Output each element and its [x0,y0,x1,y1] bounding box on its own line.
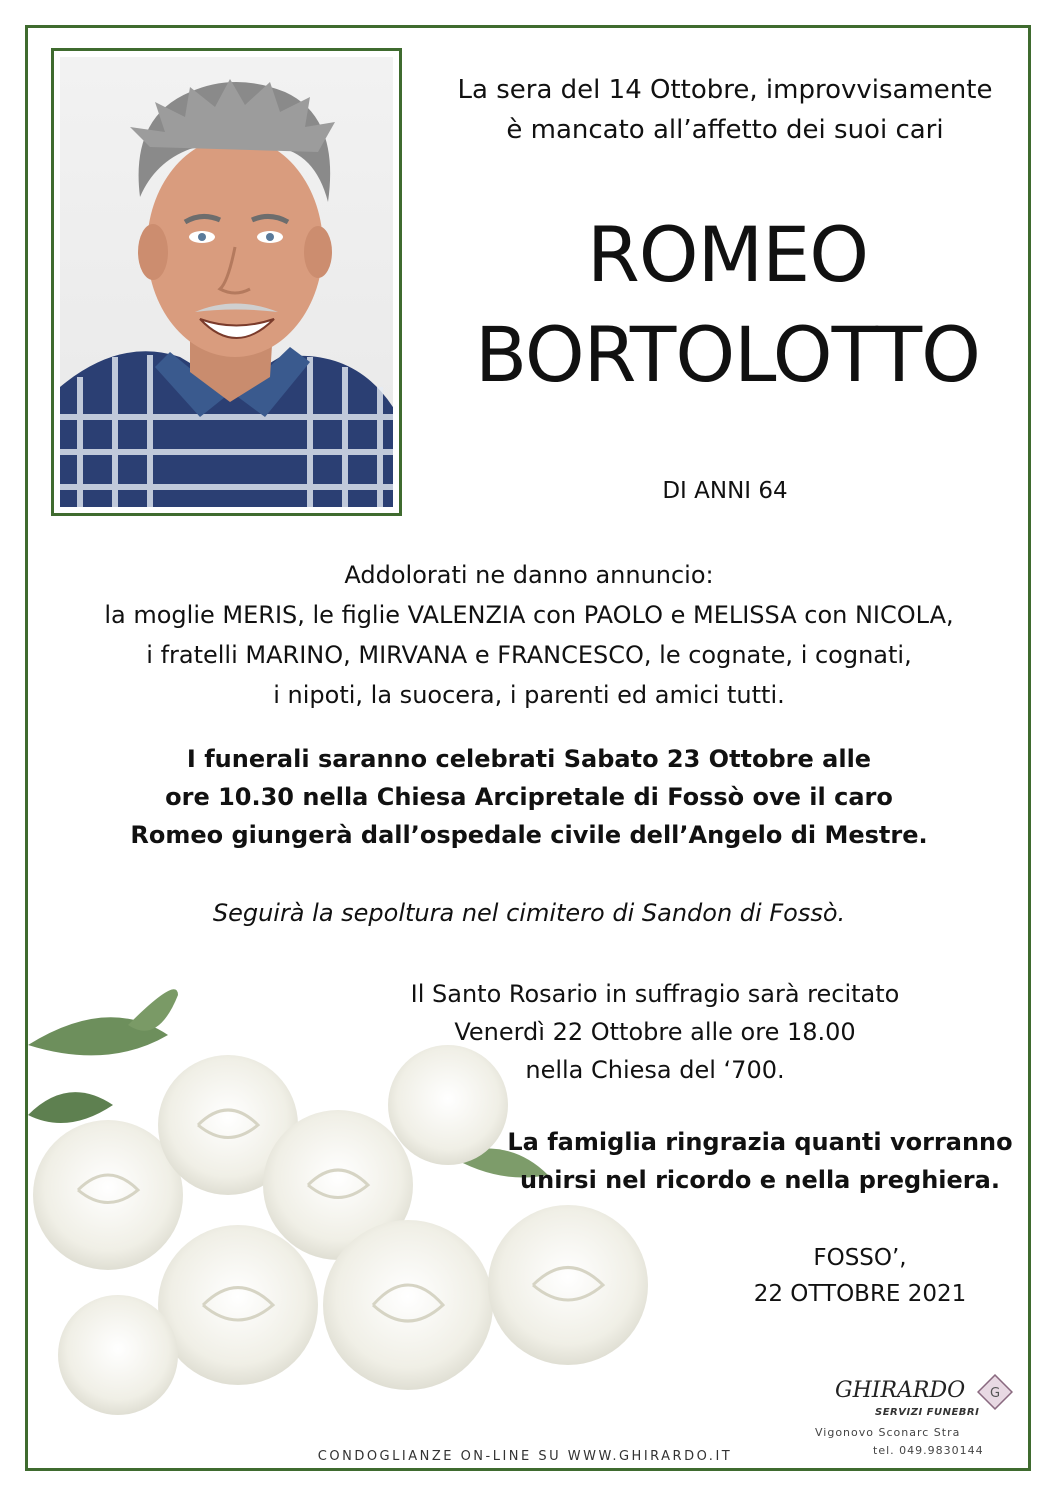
funeral-home-logo [805,1372,1030,1467]
deceased-name [440,205,1015,405]
funeral-line: ore 10.30 nella Chiesa Arcipretale di Fossò ove il caro [165,783,893,811]
announcement [40,555,1018,715]
announcement-line: Addolorati ne danno annuncio: [344,561,714,589]
place-and-date [720,1240,1000,1312]
logo-phone: tel. 049.9830144 [873,1444,984,1457]
intro-line: La sera del 14 Ottobre, improvvisamente [457,75,993,105]
last-name: BORTOLOTTO [475,310,980,399]
funeral-line: I funerali saranno celebrati Sabato 23 Ottobre alle [186,745,872,773]
funeral-info [40,740,1018,854]
rosary-info [400,975,910,1089]
logo-towns: Vigonovo Sconarc Stra [815,1426,961,1439]
announcement-line: la moglie MERIS, le figlie VALENZIA con PAOLO e MELISSA con NICOLA, [104,601,954,629]
thanks-line: La famiglia ringrazia quanti vorranno [507,1128,1013,1156]
portrait-frame [51,48,402,516]
condolences-footer: CONDOGLIANZE ON-LINE SU WWW.GHIRARDO.IT [317,1449,733,1464]
intro-text [430,70,1020,150]
logo-diamond-icon [977,1374,1013,1410]
rosary-line: Il Santo Rosario in suffragio sarà recitato [410,980,900,1008]
portrait-illustration [60,57,393,507]
age-label: DI ANNI 64 [662,478,788,504]
funeral-line: Romeo giungerà dall’ospedale civile dell’Angelo di Mestre. [130,821,928,849]
rosary-line: Venerdì 22 Ottobre alle ore 18.00 [454,1018,856,1046]
thanks-line: unirsi nel ricordo e nella preghiera. [520,1166,1000,1194]
place: FOSSO’, [813,1245,907,1271]
burial-info: Seguirà la sepoltura nel cimitero di Sandon di Fossò. [212,899,846,927]
date: 22 OTTOBRE 2021 [753,1281,967,1307]
logo-subtitle: SERVIZI FUNEBRI [875,1407,980,1418]
intro-line: è mancato all’affetto dei suoi cari [506,115,944,145]
thanks-message [480,1123,1040,1199]
logo-name: GHIRARDO [835,1378,966,1403]
portrait-photo [60,57,393,507]
announcement-line: i nipoti, la suocera, i parenti ed amici tutti. [273,681,785,709]
logo-mark-letter: G [989,1386,1001,1401]
first-name: ROMEO [586,210,869,299]
announcement-line: i fratelli MARINO, MIRVANA e FRANCESCO, le cognate, i cognati, [146,641,912,669]
rosary-line: nella Chiesa del ‘700. [525,1056,785,1084]
